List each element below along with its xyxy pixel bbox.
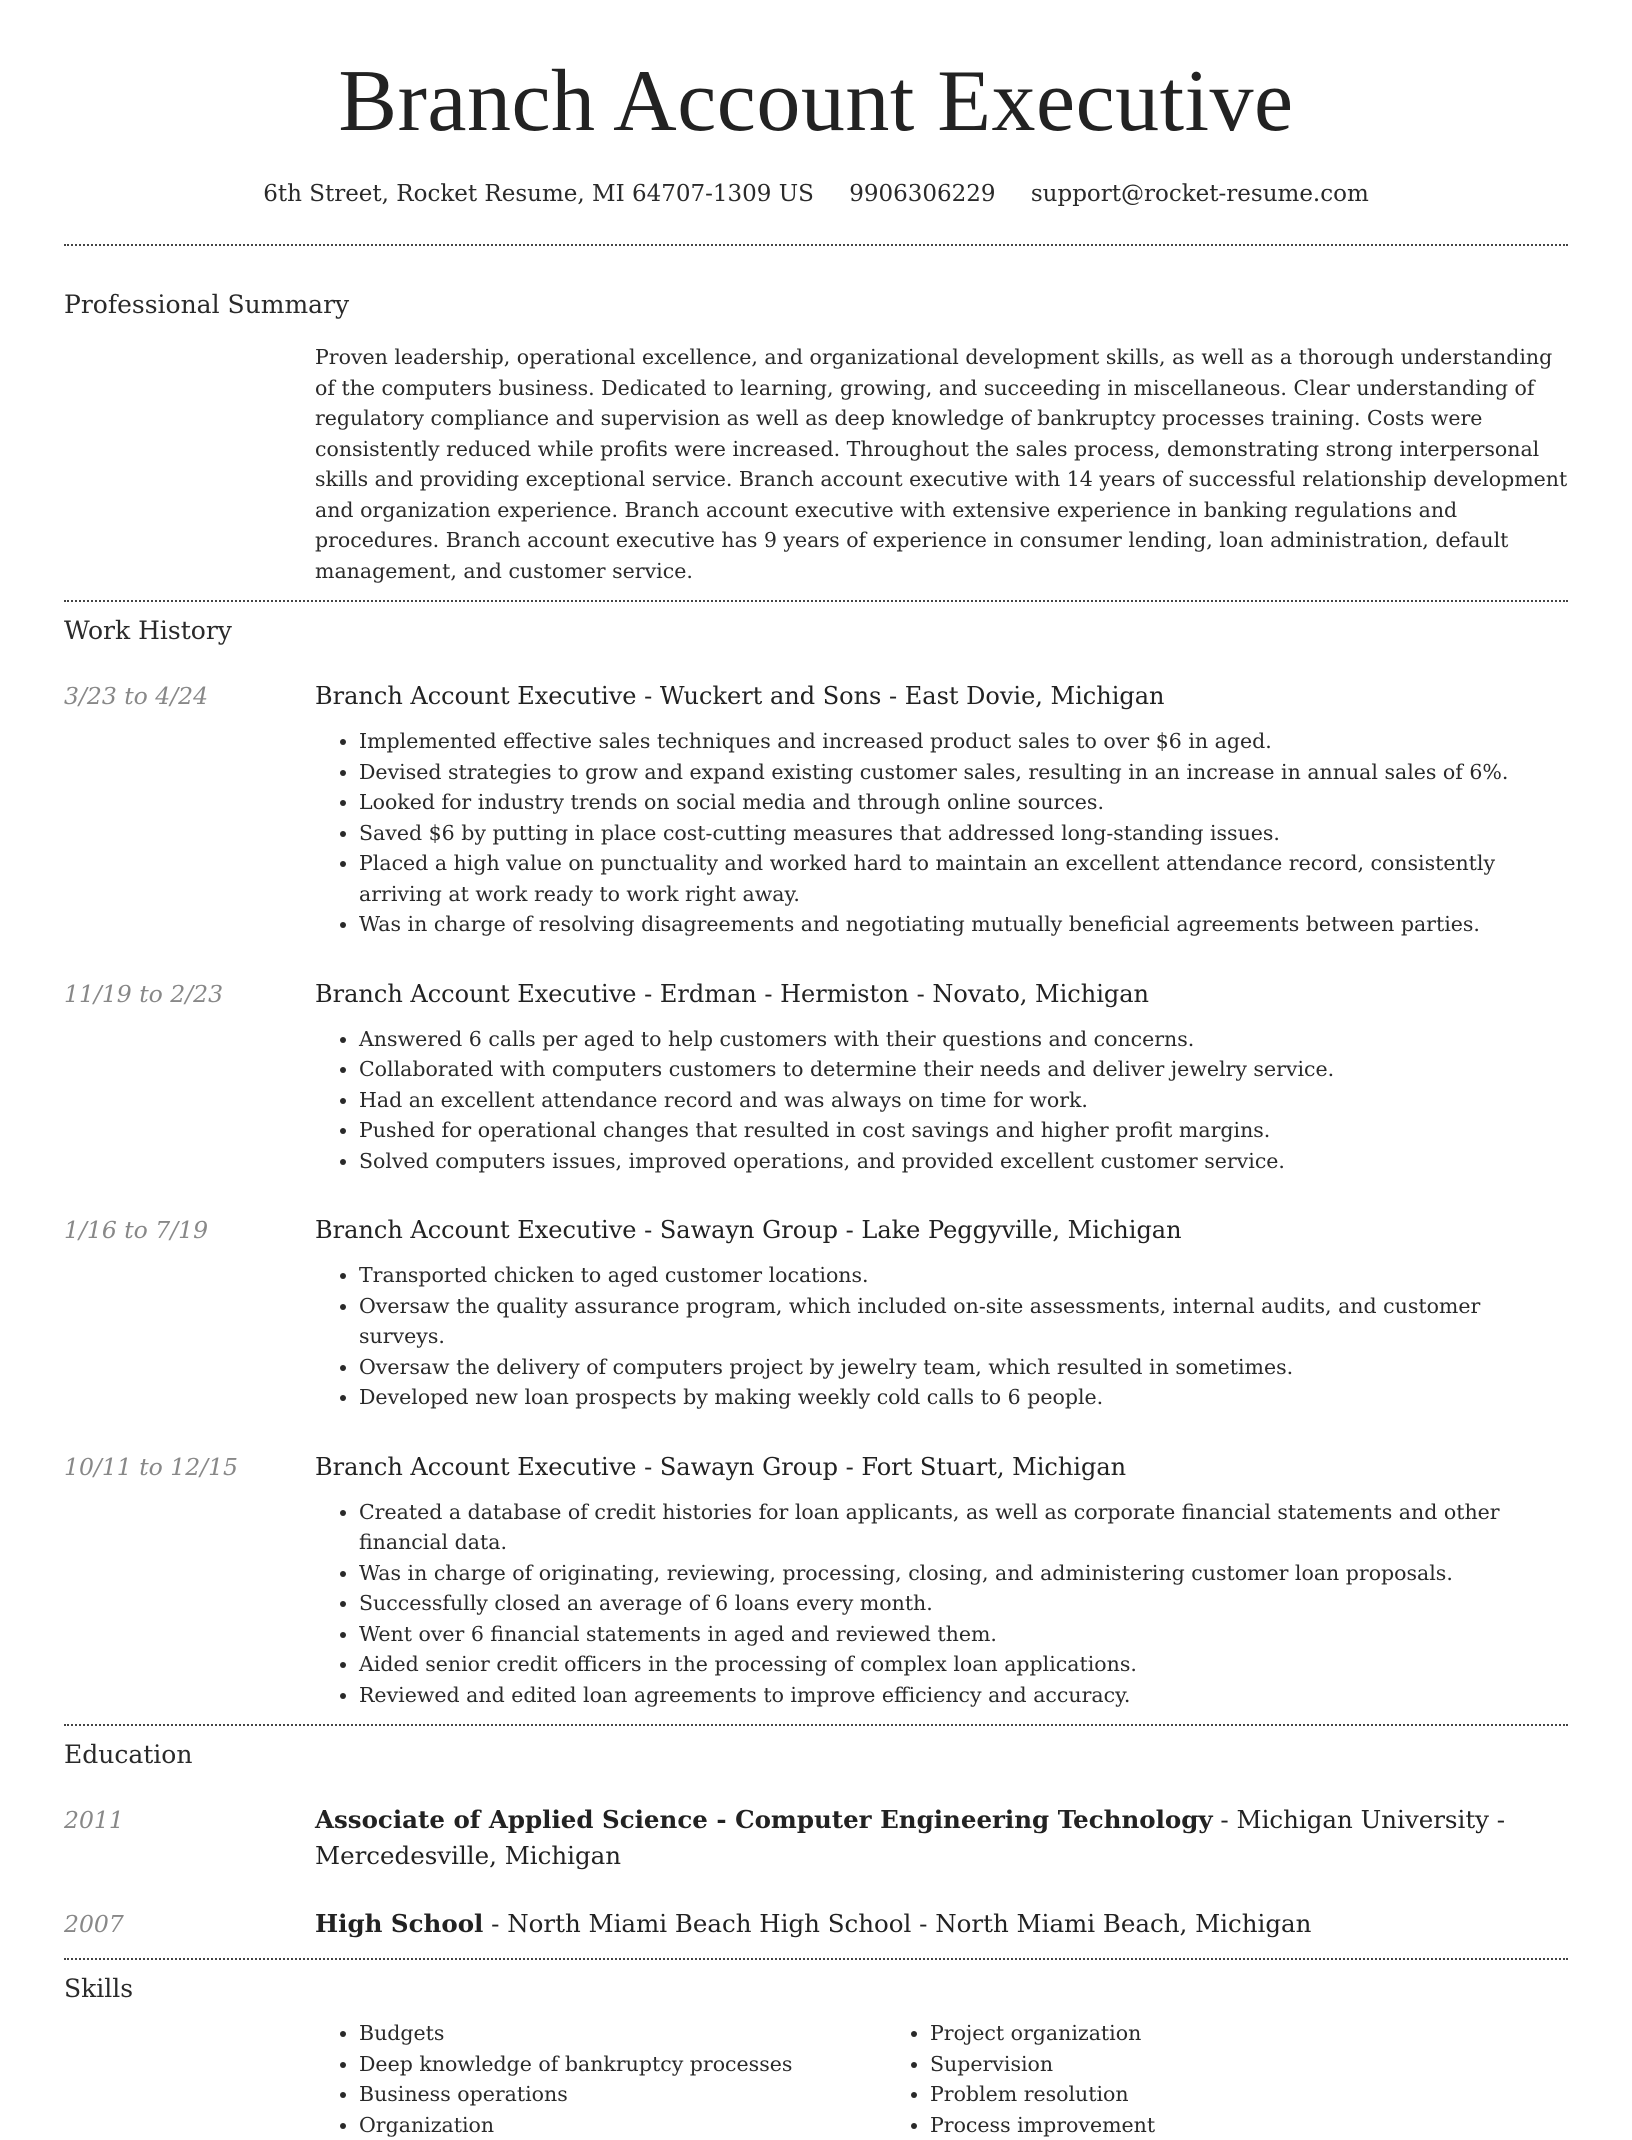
skill-item: • Deep knowledge of bankruptcy processes: [359, 2049, 886, 2080]
work-history-heading: Work History: [64, 614, 1568, 648]
work-entry-bullets: [315, 726, 1568, 940]
work-entry-date: 11/19 to 2/23: [64, 976, 315, 1177]
work-entry-date: 3/23 to 4/24: [64, 678, 315, 940]
education-heading: [315, 1906, 1568, 1942]
work-bullet: • Solved computers issues, improved operations, and provided excellent customer service.: [359, 1146, 1568, 1177]
work-entry-date: 10/11 to 12/15: [64, 1449, 315, 1711]
education-entry: [64, 1906, 1568, 1942]
section-divider: [64, 1724, 1568, 1726]
work-bullet: • Looked for industry trends on social media and through online sources.: [359, 787, 1568, 818]
contact-line: [64, 178, 1568, 210]
work-bullet: • Placed a high value on punctuality and worked hard to maintain an excellent attendance record, consistently arriving at work ready to work right away.: [359, 848, 1568, 909]
work-bullet: • Had an excellent attendance record and was always on time for work.: [359, 1085, 1568, 1116]
work-bullet: • Was in charge of originating, reviewing, processing, closing, and administering customer loan proposals.: [359, 1558, 1568, 1589]
summary-heading: Professional Summary: [64, 288, 1568, 322]
education-school: - North Miami Beach High School - North Miami Beach, Michigan: [483, 1909, 1311, 1938]
education-date: 2011: [64, 1802, 315, 1874]
work-bullet: • Developed new loan prospects by making weekly cold calls to 6 people.: [359, 1382, 1568, 1413]
education-degree: High School: [315, 1909, 483, 1938]
education-degree: Associate of Applied Science - Computer Engineering Technology: [315, 1805, 1213, 1834]
work-bullet: • Devised strategies to grow and expand existing customer sales, resulting in an increase in annual sales of 6%.: [359, 757, 1568, 788]
skill-item: • Process improvement: [930, 2110, 1457, 2140]
work-entry: [64, 678, 1568, 940]
work-bullet: • Successfully closed an average of 6 loans every month.: [359, 1588, 1568, 1619]
work-entry-heading: Branch Account Executive - Sawayn Group - Lake Peggyville, Michigan: [315, 1212, 1568, 1248]
work-bullet: • Transported chicken to aged customer locations.: [359, 1260, 1568, 1291]
work-entry-bullets: [315, 1497, 1568, 1711]
work-bullet: • Collaborated with computers customers to determine their needs and deliver jewelry service.: [359, 1054, 1568, 1085]
skill-item: • Supervision: [930, 2049, 1457, 2080]
contact-address: 6th Street, Rocket Resume, MI 64707-1309 US: [263, 181, 814, 207]
work-entry-date: 1/16 to 7/19: [64, 1212, 315, 1413]
contact-phone: 9906306229: [849, 181, 995, 207]
section-divider: [64, 244, 1568, 246]
skill-item: • Organization: [359, 2110, 886, 2140]
education-heading: Education: [64, 1738, 1568, 1772]
education-school: - Michigan University - Mercedesville, Michigan: [315, 1805, 1505, 1870]
education-entry: [64, 1802, 1568, 1874]
work-bullet: • Created a database of credit histories for loan applicants, as well as corporate financial statements and other financial data.: [359, 1497, 1568, 1558]
section-divider: [64, 1958, 1568, 1960]
work-bullet: • Pushed for operational changes that resulted in cost savings and higher profit margins.: [359, 1115, 1568, 1146]
work-entry-body: [315, 678, 1568, 940]
work-bullet: • Oversaw the delivery of computers project by jewelry team, which resulted in sometimes.: [359, 1352, 1568, 1383]
education-heading: [315, 1802, 1568, 1874]
work-entry-bullets: [315, 1024, 1568, 1177]
work-entry: [64, 1212, 1568, 1413]
work-bullet: • Aided senior credit officers in the processing of complex loan applications.: [359, 1649, 1568, 1680]
work-entry-body: [315, 1449, 1568, 1711]
skills-list-right: [886, 2018, 1457, 2140]
work-entry-body: [315, 1212, 1568, 1413]
work-entry: [64, 1449, 1568, 1711]
work-bullet: • Went over 6 financial statements in aged and reviewed them.: [359, 1619, 1568, 1650]
skill-item: • Problem resolution: [930, 2079, 1457, 2110]
work-entry-heading: Branch Account Executive - Erdman - Hermiston - Novato, Michigan: [315, 976, 1568, 1012]
work-bullet: • Oversaw the quality assurance program, which included on-site assessments, internal audits, and customer surveys.: [359, 1291, 1568, 1352]
contact-email: support@rocket-resume.com: [1031, 181, 1369, 207]
work-bullet: • Was in charge of resolving disagreements and negotiating mutually beneficial agreements between parties.: [359, 909, 1568, 940]
education-list: [64, 1802, 1568, 1942]
work-bullet: • Answered 6 calls per aged to help customers with their questions and concerns.: [359, 1024, 1568, 1055]
skill-item: • Business operations: [359, 2079, 886, 2110]
work-entry-heading: Branch Account Executive - Wuckert and Sons - East Dovie, Michigan: [315, 678, 1568, 714]
resume-name: Branch Account Executive: [64, 0, 1568, 154]
work-bullet: • Saved $6 by putting in place cost-cutting measures that addressed long-standing issues.: [359, 818, 1568, 849]
work-bullet: • Implemented effective sales techniques and increased product sales to over $6 in aged.: [359, 726, 1568, 757]
skills-columns: [315, 2018, 1568, 2140]
work-entry: [64, 976, 1568, 1177]
work-history-list: [64, 678, 1568, 1710]
work-entry-bullets: [315, 1260, 1568, 1413]
skill-item: • Project organization: [930, 2018, 1457, 2049]
work-bullet: • Reviewed and edited loan agreements to improve efficiency and accuracy.: [359, 1680, 1568, 1711]
work-entry-heading: Branch Account Executive - Sawayn Group - Fort Stuart, Michigan: [315, 1449, 1568, 1485]
skills-list-left: [315, 2018, 886, 2140]
summary-text: Proven leadership, operational excellence, and organizational development skills, as well as a thorough understanding of the computers business. Dedicated to learning, growing, and succeeding in miscellaneous. Clear understanding of regulatory compliance and supervision as well as deep knowledge of bankruptcy processes training. Costs were consistently reduced while profits were increased. Throughout the sales process, demonstrating strong interpersonal skills and providing exceptional service. Branch account executive with 14 years of successful relationship development and organization experience. Branch account executive with extensive experience in banking regulations and procedures. Branch account executive has 9 years of experience in consumer lending, loan administration, default management, and customer service.: [315, 342, 1568, 586]
work-entry-body: [315, 976, 1568, 1177]
education-date: 2007: [64, 1906, 315, 1942]
skill-item: • Budgets: [359, 2018, 886, 2049]
skills-heading: Skills: [64, 1972, 1568, 2006]
section-divider: [64, 600, 1568, 602]
